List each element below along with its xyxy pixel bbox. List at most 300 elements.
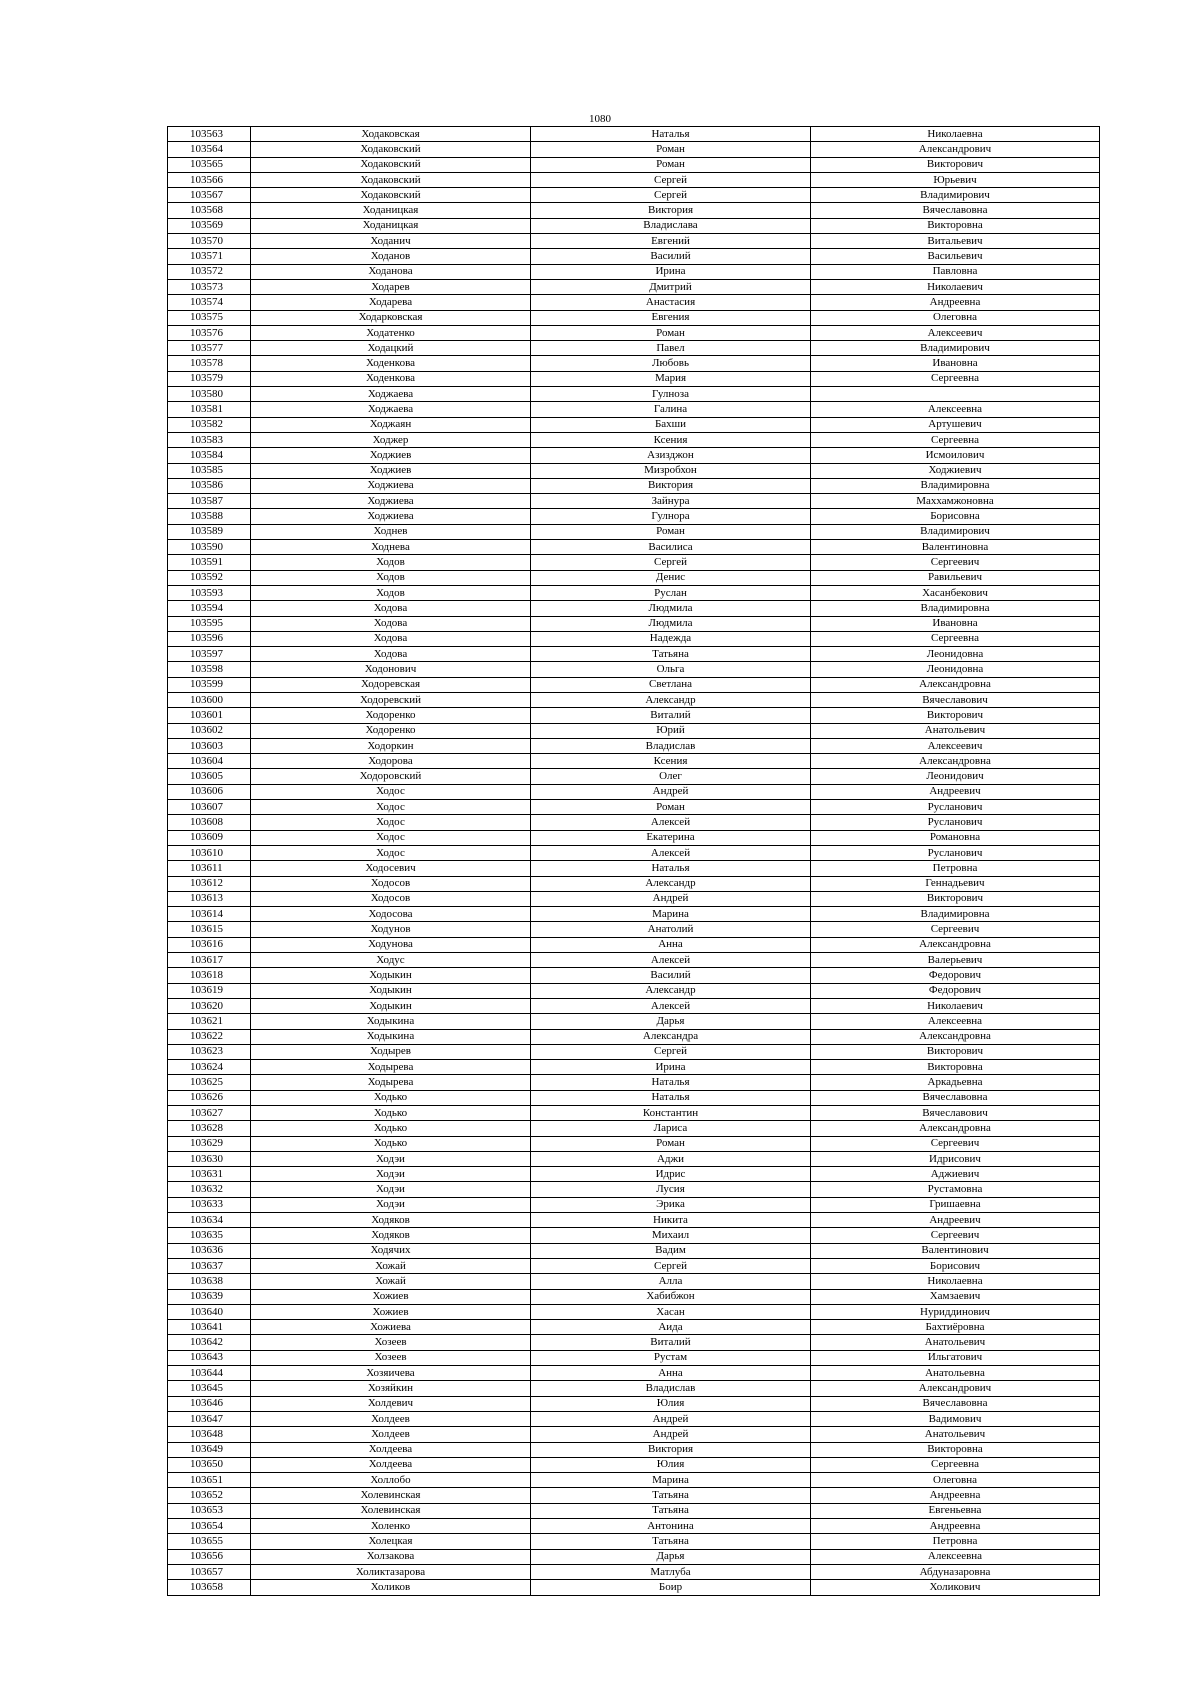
first-name-cell: Ирина — [531, 264, 811, 279]
last-name-cell: Хозяичева — [251, 1366, 531, 1381]
last-name-cell: Ходонович — [251, 662, 531, 677]
patronymic-cell: Сергеевна — [811, 1457, 1100, 1472]
table-row — [168, 1258, 1100, 1273]
record-id-cell: 103638 — [168, 1274, 251, 1289]
table-row — [168, 1580, 1100, 1595]
patronymic-cell: Борисович — [811, 1258, 1100, 1273]
patronymic-cell: Сергеевич — [811, 1228, 1100, 1243]
last-name-cell: Ходаковская — [251, 127, 531, 142]
patronymic-cell: Петровна — [811, 861, 1100, 876]
patronymic-cell: Владимировна — [811, 601, 1100, 616]
table-row — [168, 647, 1100, 662]
last-name-cell: Ходыкина — [251, 1029, 531, 1044]
first-name-cell: Александр — [531, 876, 811, 891]
patronymic-cell: Холикович — [811, 1580, 1100, 1595]
record-id-cell: 103621 — [168, 1014, 251, 1029]
last-name-cell: Холиктазарова — [251, 1564, 531, 1579]
table-row — [168, 203, 1100, 218]
table-row — [168, 279, 1100, 294]
table-row — [168, 1473, 1100, 1488]
first-name-cell: Роман — [531, 800, 811, 815]
patronymic-cell: Алексеевна — [811, 1014, 1100, 1029]
record-id-cell: 103640 — [168, 1304, 251, 1319]
patronymic-cell: Романовна — [811, 830, 1100, 845]
record-id-cell: 103577 — [168, 341, 251, 356]
first-name-cell: Сергей — [531, 1258, 811, 1273]
first-name-cell: Анна — [531, 937, 811, 952]
patronymic-cell: Сергеевич — [811, 922, 1100, 937]
patronymic-cell: Владимировна — [811, 478, 1100, 493]
record-id-cell: 103617 — [168, 953, 251, 968]
last-name-cell: Ходько — [251, 1090, 531, 1105]
last-name-cell: Ходосова — [251, 907, 531, 922]
first-name-cell: Михаил — [531, 1228, 811, 1243]
patronymic-cell: Викторовна — [811, 1442, 1100, 1457]
record-id-cell: 103567 — [168, 188, 251, 203]
record-id-cell: 103578 — [168, 356, 251, 371]
last-name-cell: Ходэи — [251, 1182, 531, 1197]
last-name-cell: Ходаковский — [251, 172, 531, 187]
record-id-cell: 103596 — [168, 631, 251, 646]
table-row — [168, 371, 1100, 386]
record-id-cell: 103654 — [168, 1519, 251, 1534]
first-name-cell: Александр — [531, 692, 811, 707]
table-row — [168, 172, 1100, 187]
last-name-cell: Ходыкин — [251, 998, 531, 1013]
patronymic-cell: Павловна — [811, 264, 1100, 279]
last-name-cell: Ходжиева — [251, 494, 531, 509]
last-name-cell: Ходунова — [251, 937, 531, 952]
table-row — [168, 325, 1100, 340]
patronymic-cell: Александрович — [811, 1381, 1100, 1396]
first-name-cell: Александр — [531, 983, 811, 998]
record-id-cell: 103643 — [168, 1350, 251, 1365]
last-name-cell: Ходнева — [251, 540, 531, 555]
first-name-cell: Ксения — [531, 432, 811, 447]
last-name-cell: Ходяков — [251, 1228, 531, 1243]
first-name-cell: Роман — [531, 524, 811, 539]
last-name-cell: Ходосов — [251, 876, 531, 891]
first-name-cell: Павел — [531, 341, 811, 356]
last-name-cell: Ходос — [251, 845, 531, 860]
patronymic-cell: Вадимович — [811, 1411, 1100, 1426]
record-id-cell: 103581 — [168, 402, 251, 417]
last-name-cell: Ходова — [251, 601, 531, 616]
table-row — [168, 1136, 1100, 1151]
last-name-cell: Ходоревский — [251, 692, 531, 707]
table-row — [168, 402, 1100, 417]
table-row — [168, 937, 1100, 952]
patronymic-cell: Валерьевич — [811, 953, 1100, 968]
last-name-cell: Ходоровский — [251, 769, 531, 784]
record-id-cell: 103655 — [168, 1534, 251, 1549]
first-name-cell: Андрей — [531, 1427, 811, 1442]
table-row — [168, 585, 1100, 600]
table-row — [168, 1350, 1100, 1365]
record-id-cell: 103600 — [168, 692, 251, 707]
first-name-cell: Татьяна — [531, 1534, 811, 1549]
table-row — [168, 1197, 1100, 1212]
first-name-cell: Евгений — [531, 234, 811, 249]
patronymic-cell: Сергеевна — [811, 631, 1100, 646]
record-id-cell: 103613 — [168, 891, 251, 906]
record-id-cell: 103608 — [168, 815, 251, 830]
patronymic-cell: Идрисович — [811, 1151, 1100, 1166]
patronymic-cell: Олеговна — [811, 1473, 1100, 1488]
table-row — [168, 509, 1100, 524]
first-name-cell: Хасан — [531, 1304, 811, 1319]
patronymic-cell: Борисовна — [811, 509, 1100, 524]
patronymic-cell: Леонидовна — [811, 647, 1100, 662]
record-id-cell: 103566 — [168, 172, 251, 187]
first-name-cell: Мизробхон — [531, 463, 811, 478]
patronymic-cell: Евгеньевна — [811, 1503, 1100, 1518]
table-row — [168, 601, 1100, 616]
first-name-cell: Сергей — [531, 555, 811, 570]
patronymic-cell: Артушевич — [811, 417, 1100, 432]
first-name-cell: Константин — [531, 1106, 811, 1121]
record-id-cell: 103570 — [168, 234, 251, 249]
patronymic-cell: Анатольевна — [811, 1366, 1100, 1381]
patronymic-cell: Равильевич — [811, 570, 1100, 585]
last-name-cell: Холевинская — [251, 1503, 531, 1518]
last-name-cell: Ходова — [251, 631, 531, 646]
last-name-cell: Ходарковская — [251, 310, 531, 325]
patronymic-cell: Сергеевна — [811, 371, 1100, 386]
last-name-cell: Ходос — [251, 815, 531, 830]
last-name-cell: Ходжаева — [251, 402, 531, 417]
table-row — [168, 845, 1100, 860]
first-name-cell: Роман — [531, 1136, 811, 1151]
patronymic-cell: Бахтиёровна — [811, 1320, 1100, 1335]
record-id-cell: 103627 — [168, 1106, 251, 1121]
last-name-cell: Холецкая — [251, 1534, 531, 1549]
patronymic-cell: Вячеславовна — [811, 1090, 1100, 1105]
first-name-cell: Светлана — [531, 677, 811, 692]
table-row — [168, 692, 1100, 707]
first-name-cell: Анна — [531, 1366, 811, 1381]
record-id-cell: 103564 — [168, 142, 251, 157]
record-id-cell: 103658 — [168, 1580, 251, 1595]
patronymic-cell: Валентиновна — [811, 540, 1100, 555]
record-id-cell: 103644 — [168, 1366, 251, 1381]
record-id-cell: 103639 — [168, 1289, 251, 1304]
first-name-cell: Алла — [531, 1274, 811, 1289]
first-name-cell: Роман — [531, 142, 811, 157]
last-name-cell: Ходжаян — [251, 417, 531, 432]
last-name-cell: Ходова — [251, 616, 531, 631]
first-name-cell: Гулнора — [531, 509, 811, 524]
last-name-cell: Ходаницкая — [251, 203, 531, 218]
table-row — [168, 861, 1100, 876]
patronymic-cell: Маххамжоновна — [811, 494, 1100, 509]
patronymic-cell: Андреевна — [811, 1488, 1100, 1503]
record-id-cell: 103599 — [168, 677, 251, 692]
first-name-cell: Анатолий — [531, 922, 811, 937]
last-name-cell: Ходырев — [251, 1044, 531, 1059]
patronymic-cell: Викторович — [811, 891, 1100, 906]
last-name-cell: Ходоренко — [251, 723, 531, 738]
record-id-cell: 103576 — [168, 325, 251, 340]
patronymic-cell: Владимирович — [811, 524, 1100, 539]
patronymic-cell: Аркадьевна — [811, 1075, 1100, 1090]
table-row — [168, 142, 1100, 157]
first-name-cell: Галина — [531, 402, 811, 417]
table-row — [168, 188, 1100, 203]
record-id-cell: 103623 — [168, 1044, 251, 1059]
patronymic-cell: Ивановна — [811, 356, 1100, 371]
last-name-cell: Ходаницкая — [251, 218, 531, 233]
last-name-cell: Хозяйкин — [251, 1381, 531, 1396]
patronymic-cell: Алексеевич — [811, 738, 1100, 753]
last-name-cell: Ходарева — [251, 295, 531, 310]
patronymic-cell: Викторовна — [811, 1060, 1100, 1075]
first-name-cell: Виктория — [531, 478, 811, 493]
last-name-cell: Холдеев — [251, 1411, 531, 1426]
first-name-cell: Роман — [531, 157, 811, 172]
last-name-cell: Ходаковский — [251, 142, 531, 157]
record-id-cell: 103594 — [168, 601, 251, 616]
table-row — [168, 218, 1100, 233]
record-id-cell: 103584 — [168, 448, 251, 463]
last-name-cell: Ходько — [251, 1121, 531, 1136]
record-id-cell: 103601 — [168, 708, 251, 723]
table-row — [168, 708, 1100, 723]
table-row — [168, 1564, 1100, 1579]
record-id-cell: 103586 — [168, 478, 251, 493]
patronymic-cell: Васильевич — [811, 249, 1100, 264]
first-name-cell: Александра — [531, 1029, 811, 1044]
record-id-cell: 103587 — [168, 494, 251, 509]
table-row — [168, 1060, 1100, 1075]
patronymic-cell: Сергеевич — [811, 1136, 1100, 1151]
first-name-cell: Алексей — [531, 815, 811, 830]
patronymic-cell: Николаевна — [811, 127, 1100, 142]
last-name-cell: Ходырева — [251, 1075, 531, 1090]
first-name-cell: Лариса — [531, 1121, 811, 1136]
patronymic-cell: Андреевна — [811, 1519, 1100, 1534]
last-name-cell: Ходжиева — [251, 478, 531, 493]
patronymic-cell: Ильгатович — [811, 1350, 1100, 1365]
patronymic-cell: Николаевна — [811, 1274, 1100, 1289]
last-name-cell: Ходэи — [251, 1197, 531, 1212]
table-row — [168, 953, 1100, 968]
record-id-cell: 103648 — [168, 1427, 251, 1442]
first-name-cell: Василий — [531, 968, 811, 983]
last-name-cell: Ходова — [251, 647, 531, 662]
first-name-cell: Денис — [531, 570, 811, 585]
first-name-cell: Любовь — [531, 356, 811, 371]
table-row — [168, 264, 1100, 279]
last-name-cell: Ходенкова — [251, 371, 531, 386]
last-name-cell: Хожиев — [251, 1289, 531, 1304]
patronymic-cell: Алексеевич — [811, 325, 1100, 340]
table-row — [168, 1243, 1100, 1258]
last-name-cell: Ходырева — [251, 1060, 531, 1075]
patronymic-cell: Викторовна — [811, 218, 1100, 233]
record-id-cell: 103609 — [168, 830, 251, 845]
table-row — [168, 1106, 1100, 1121]
table-row — [168, 1488, 1100, 1503]
first-name-cell: Андрей — [531, 784, 811, 799]
first-name-cell: Азизджон — [531, 448, 811, 463]
patronymic-cell: Ходжиевич — [811, 463, 1100, 478]
last-name-cell: Ходов — [251, 570, 531, 585]
first-name-cell: Матлуба — [531, 1564, 811, 1579]
patronymic-cell: Петровна — [811, 1534, 1100, 1549]
record-id-cell: 103605 — [168, 769, 251, 784]
first-name-cell: Татьяна — [531, 647, 811, 662]
table-row — [168, 723, 1100, 738]
first-name-cell: Ольга — [531, 662, 811, 677]
first-name-cell: Наталья — [531, 127, 811, 142]
record-id-cell: 103591 — [168, 555, 251, 570]
table-row — [168, 1167, 1100, 1182]
patronymic-cell: Владимирович — [811, 188, 1100, 203]
first-name-cell: Виталий — [531, 708, 811, 723]
record-id-cell: 103611 — [168, 861, 251, 876]
last-name-cell: Хозеев — [251, 1350, 531, 1365]
table-row — [168, 1396, 1100, 1411]
table-row — [168, 417, 1100, 432]
patronymic-cell: Алексеевна — [811, 1549, 1100, 1564]
table-row — [168, 1411, 1100, 1426]
patronymic-cell: Анатольевич — [811, 1427, 1100, 1442]
table-row — [168, 1213, 1100, 1228]
table-row — [168, 784, 1100, 799]
record-id-cell: 103575 — [168, 310, 251, 325]
record-id-cell: 103656 — [168, 1549, 251, 1564]
table-row — [168, 998, 1100, 1013]
record-id-cell: 103616 — [168, 937, 251, 952]
table-row — [168, 631, 1100, 646]
table-row — [168, 1228, 1100, 1243]
last-name-cell: Ходоревская — [251, 677, 531, 692]
last-name-cell: Ходжиева — [251, 509, 531, 524]
patronymic-cell: Вячеславович — [811, 1106, 1100, 1121]
first-name-cell: Татьяна — [531, 1503, 811, 1518]
first-name-cell: Владислав — [531, 1381, 811, 1396]
first-name-cell: Сергей — [531, 1044, 811, 1059]
table-row — [168, 677, 1100, 692]
patronymic-cell: Сергеевна — [811, 432, 1100, 447]
patronymic-cell: Алексеевна — [811, 402, 1100, 417]
record-id-cell: 103645 — [168, 1381, 251, 1396]
patronymic-cell: Александровна — [811, 1029, 1100, 1044]
record-id-cell: 103637 — [168, 1258, 251, 1273]
first-name-cell: Дарья — [531, 1549, 811, 1564]
patronymic-cell: Александровна — [811, 1121, 1100, 1136]
record-id-cell: 103585 — [168, 463, 251, 478]
first-name-cell: Наталья — [531, 1090, 811, 1105]
roster-body — [168, 127, 1100, 1596]
patronymic-cell: Николаевич — [811, 998, 1100, 1013]
table-row — [168, 1121, 1100, 1136]
record-id-cell: 103620 — [168, 998, 251, 1013]
last-name-cell: Холдеева — [251, 1457, 531, 1472]
patronymic-cell: Леонидович — [811, 769, 1100, 784]
first-name-cell: Екатерина — [531, 830, 811, 845]
last-name-cell: Холдеева — [251, 1442, 531, 1457]
patronymic-cell: Русланович — [811, 845, 1100, 860]
table-row — [168, 157, 1100, 172]
first-name-cell: Ирина — [531, 1060, 811, 1075]
table-row — [168, 800, 1100, 815]
patronymic-cell: Александровна — [811, 754, 1100, 769]
record-id-cell: 103588 — [168, 509, 251, 524]
record-id-cell: 103642 — [168, 1335, 251, 1350]
record-id-cell: 103565 — [168, 157, 251, 172]
table-row — [168, 1519, 1100, 1534]
patronymic-cell: Гришаевна — [811, 1197, 1100, 1212]
patronymic-cell: Леонидовна — [811, 662, 1100, 677]
record-id-cell: 103647 — [168, 1411, 251, 1426]
first-name-cell: Виктория — [531, 1442, 811, 1457]
first-name-cell: Надежда — [531, 631, 811, 646]
record-id-cell: 103635 — [168, 1228, 251, 1243]
first-name-cell: Людмила — [531, 616, 811, 631]
record-id-cell: 103580 — [168, 387, 251, 402]
record-id-cell: 103632 — [168, 1182, 251, 1197]
first-name-cell: Руслан — [531, 585, 811, 600]
record-id-cell: 103568 — [168, 203, 251, 218]
last-name-cell: Ходаковский — [251, 188, 531, 203]
last-name-cell: Холиков — [251, 1580, 531, 1595]
first-name-cell: Юлия — [531, 1457, 811, 1472]
record-id-cell: 103653 — [168, 1503, 251, 1518]
table-row — [168, 310, 1100, 325]
last-name-cell: Ходосевич — [251, 861, 531, 876]
patronymic-cell: Викторович — [811, 1044, 1100, 1059]
patronymic-cell: Нуриддинович — [811, 1304, 1100, 1319]
last-name-cell: Хожай — [251, 1274, 531, 1289]
table-row — [168, 754, 1100, 769]
patronymic-cell: Александровна — [811, 937, 1100, 952]
patronymic-cell: Валентинович — [811, 1243, 1100, 1258]
last-name-cell: Ходос — [251, 784, 531, 799]
page-number: 1080 — [589, 113, 611, 125]
table-row — [168, 432, 1100, 447]
patronymic-cell: Хасанбекович — [811, 585, 1100, 600]
record-id-cell: 103633 — [168, 1197, 251, 1212]
record-id-cell: 103602 — [168, 723, 251, 738]
last-name-cell: Ходыкин — [251, 968, 531, 983]
table-row — [168, 341, 1100, 356]
first-name-cell: Лусия — [531, 1182, 811, 1197]
record-id-cell: 103619 — [168, 983, 251, 998]
patronymic-cell: Андреевич — [811, 1213, 1100, 1228]
first-name-cell: Василиса — [531, 540, 811, 555]
last-name-cell: Ходыкина — [251, 1014, 531, 1029]
first-name-cell: Виталий — [531, 1335, 811, 1350]
record-id-cell: 103569 — [168, 218, 251, 233]
last-name-cell: Ходус — [251, 953, 531, 968]
last-name-cell: Ходько — [251, 1106, 531, 1121]
table-row — [168, 295, 1100, 310]
patronymic-cell: Вячеславовна — [811, 1396, 1100, 1411]
last-name-cell: Ходосов — [251, 891, 531, 906]
table-row — [168, 983, 1100, 998]
first-name-cell: Аджи — [531, 1151, 811, 1166]
record-id-cell: 103650 — [168, 1457, 251, 1472]
record-id-cell: 103579 — [168, 371, 251, 386]
table-row — [168, 1090, 1100, 1105]
first-name-cell: Сергей — [531, 188, 811, 203]
patronymic-cell: Вячеславович — [811, 692, 1100, 707]
first-name-cell: Бахши — [531, 417, 811, 432]
record-id-cell: 103603 — [168, 738, 251, 753]
last-name-cell: Ходнев — [251, 524, 531, 539]
